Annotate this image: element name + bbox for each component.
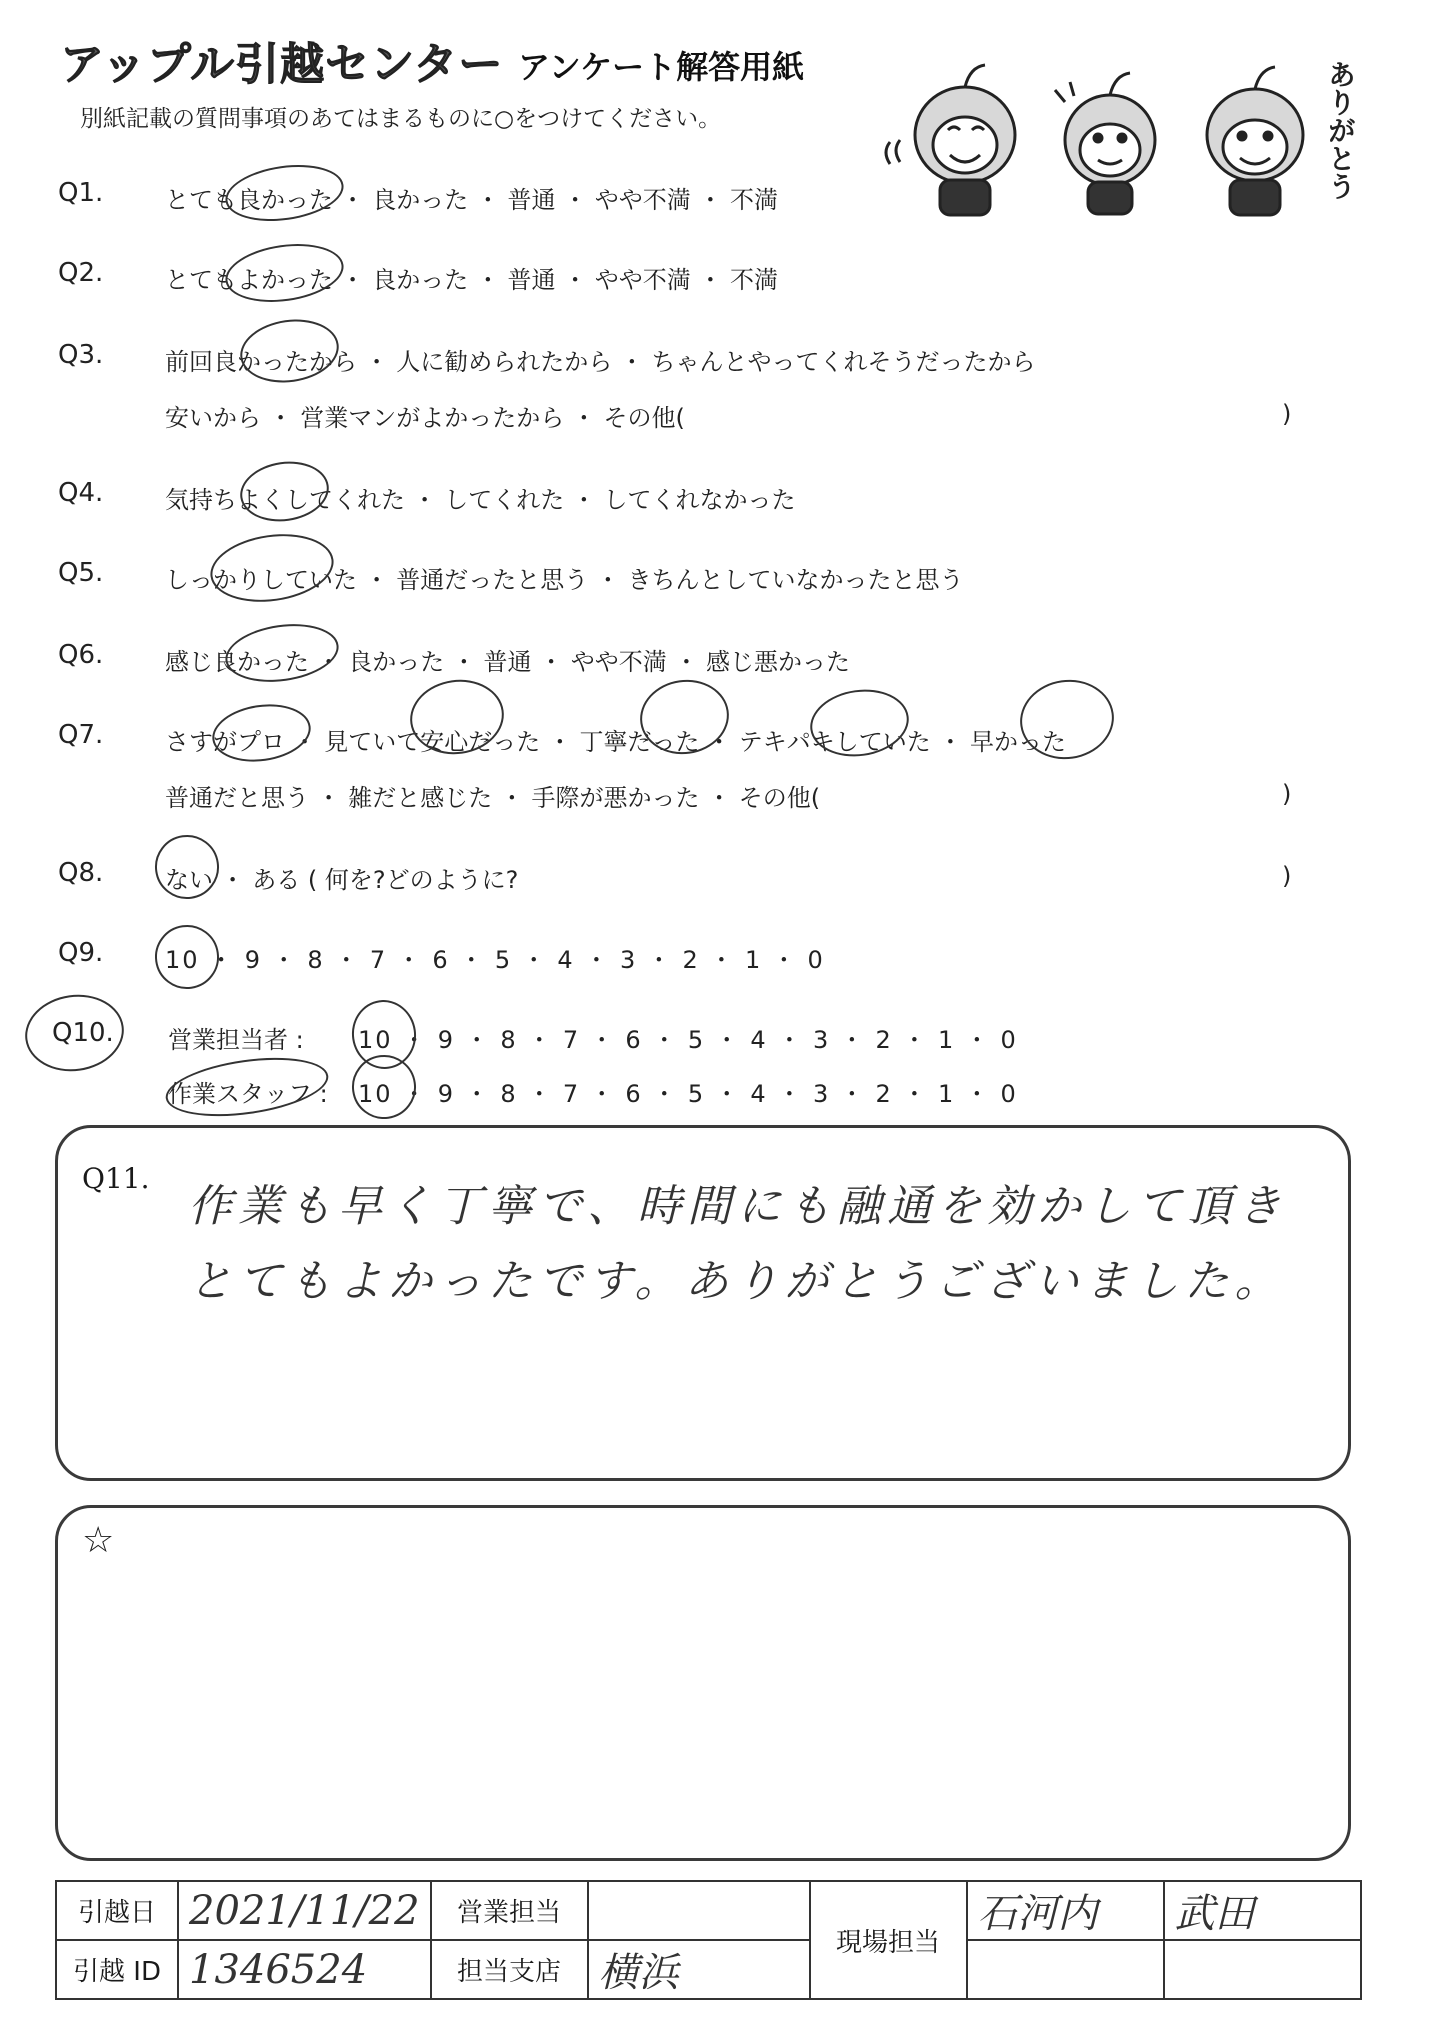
paren-close: ) [1282,780,1292,808]
handwritten-comment-line2: とてもよかったです。ありがとうございました。 [188,1256,1285,1307]
question-options: しっかりしていた ・ 普通だったと思う ・ きちんとしていなかったと思う [165,566,964,594]
comment-box-label: Q11. [82,1162,150,1195]
instruction-text: 別紙記載の質問事項のあてはまるものに○をつけてください。 [80,106,722,132]
question-options: 感じ良かった ・ 良かった ・ 普通 ・ やや不満 ・ 感じ悪かった [165,648,851,676]
question-label: Q3. [58,340,104,370]
question-label: Q1. [58,178,104,208]
site-staff-1: 石河内 [967,1881,1164,1940]
branch-value: 横浜 [588,1940,810,1999]
question-options: 前回良かったから ・ 人に勧められたから ・ ちゃんとやってくれそうだったから [165,348,1036,376]
question-options: さすがプロ ・ 見ていて安心だった ・ 丁寧だった ・ テキパキしていた ・ 早かった [165,728,1067,756]
free-comment-box [55,1505,1351,1861]
handwritten-comment-line1: 作業も早く丁寧で、時間にも融通を効かして頂き [188,1181,1288,1232]
sales-rating-label: 営業担当者 : [168,1026,304,1054]
question-label: Q2. [58,258,104,288]
question-label: Q4. [58,478,104,508]
question-label: Q6. [58,640,104,670]
sales-staff-value [588,1881,810,1940]
move-id-label: 引越 ID [56,1940,178,1999]
monkey-surprised-icon [1055,73,1155,214]
sales-rating-scale: 10 ・ 9 ・ 8 ・ 7 ・ 6 ・ 5 ・ 4 ・ 3 ・ 2 ・ 1 ・ 0 [358,1026,1018,1054]
sales-staff-label: 営業担当 [431,1881,588,1940]
paren-close: ) [1282,862,1292,890]
question-label: Q7. [58,720,104,750]
answer-circle [20,988,129,1077]
monkey-mascots-illustration [880,50,1340,220]
question-options-line2: 普通だと思う ・ 雑だと感じた ・ 手際が悪かった ・ その他( [165,784,821,812]
move-date-label: 引越日 [56,1881,178,1940]
answer-circle [162,1049,332,1125]
answer-circle [222,617,343,688]
move-id-value: 1346524 [178,1940,431,1999]
monkey-laughing-icon [886,65,1015,215]
site-staff-empty-cell [967,1940,1164,1999]
site-staff-2: 武田 [1164,1881,1361,1940]
branch-label: 担当支店 [431,1940,588,1999]
question-options-line2: 安いから ・ 営業マンがよかったから ・ その他( [165,404,685,432]
site-staff-empty-cell [1164,1940,1361,1999]
staff-rating-label: 作業スタッフ : [168,1080,328,1108]
answer-circle [206,527,338,610]
answer-circle [222,237,348,309]
answer-circle [209,698,315,767]
answer-circle [348,1051,420,1123]
answer-circle [236,456,332,527]
company-name: アップル引越センター [60,39,504,90]
question-options: 10 ・ 9 ・ 8 ・ 7 ・ 6 ・ 5 ・ 4 ・ 3 ・ 2 ・ 1 ・ 0 [165,946,825,974]
answer-circle [236,313,343,388]
question-options: とても良かった ・ 良かった ・ 普通 ・ やや不満 ・ 不満 [165,186,779,214]
site-staff-label: 現場担当 [810,1881,967,1999]
paren-close: ) [1282,400,1292,428]
footer-info-table [55,1880,1362,2000]
question-label: Q8. [58,858,104,888]
question-label: Q10. [52,1018,114,1048]
staff-rating-scale: 10 ・ 9 ・ 8 ・ 7 ・ 6 ・ 5 ・ 4 ・ 3 ・ 2 ・ 1 ・ 0 [358,1080,1018,1108]
monkey-smiling-icon [1207,67,1303,215]
question-label: Q5. [58,558,104,588]
question-options: ない ・ ある ( 何を?どのように? [165,866,519,894]
question-label: Q9. [58,938,104,968]
answer-circle [222,158,347,228]
question-options: 気持ちよくしてくれた ・ してくれた ・ してくれなかった [165,486,796,514]
move-date-value: 2021/11/22 [178,1881,431,1940]
thanks-text: ありがとう [1324,60,1357,200]
answer-circle [151,921,223,993]
form-title: アンケート解答用紙 [518,48,805,86]
star-label: ☆ [82,1520,115,1561]
question-options: とてもよかった ・ 良かった ・ 普通 ・ やや不満 ・ 不満 [165,266,779,294]
